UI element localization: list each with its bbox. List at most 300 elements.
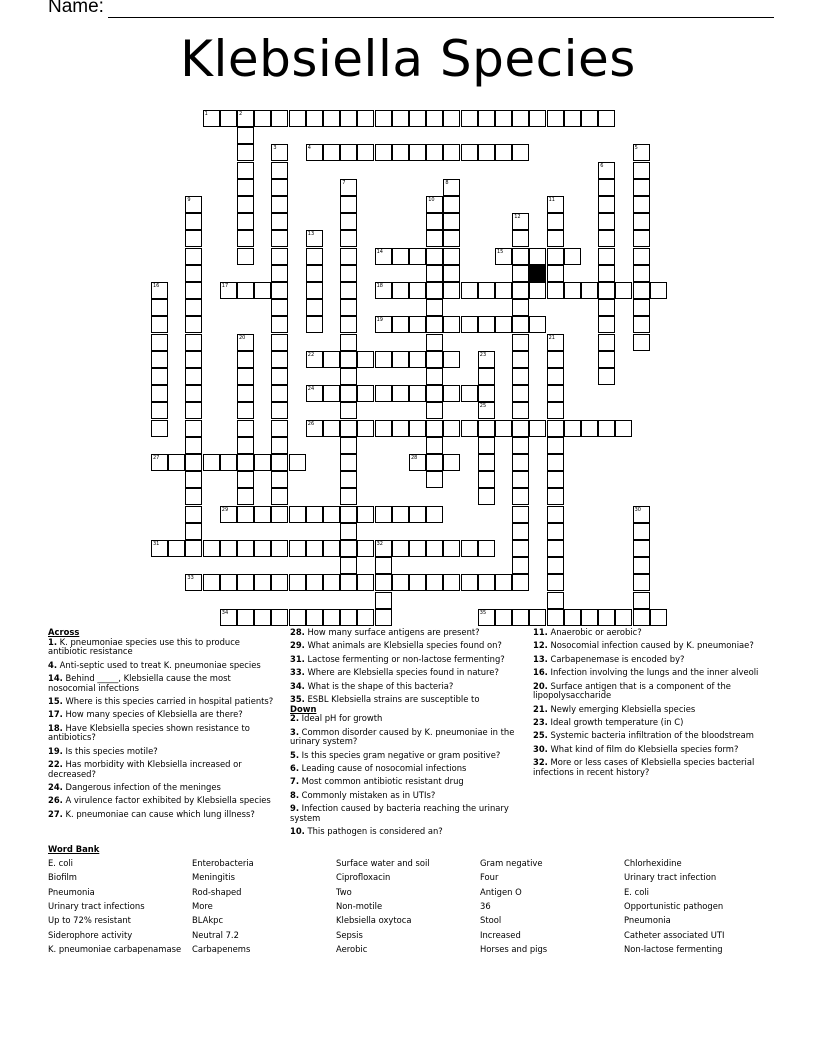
grid-cell[interactable]: [151, 299, 168, 316]
grid-cell[interactable]: [271, 437, 288, 454]
grid-cell[interactable]: [254, 454, 271, 471]
grid-cell[interactable]: [375, 282, 392, 299]
grid-cell[interactable]: [306, 265, 323, 282]
grid-cell[interactable]: [547, 351, 564, 368]
grid-cell[interactable]: [598, 351, 615, 368]
grid-cell[interactable]: [375, 144, 392, 161]
grid-cell[interactable]: [271, 420, 288, 437]
grid-cell[interactable]: [271, 144, 288, 161]
grid-cell[interactable]: [547, 213, 564, 230]
grid-cell[interactable]: [271, 471, 288, 488]
grid-cell[interactable]: [254, 609, 271, 626]
grid-cell[interactable]: [529, 248, 546, 265]
grid-cell[interactable]: [478, 609, 495, 626]
grid-cell[interactable]: [220, 609, 237, 626]
grid-cell[interactable]: [426, 316, 443, 333]
grid-cell[interactable]: [185, 488, 202, 505]
grid-cell[interactable]: [409, 248, 426, 265]
grid-cell[interactable]: [598, 248, 615, 265]
grid-cell[interactable]: [547, 574, 564, 591]
grid-cell[interactable]: [340, 213, 357, 230]
grid-cell[interactable]: [564, 248, 581, 265]
grid-cell[interactable]: [547, 385, 564, 402]
grid-cell[interactable]: [426, 471, 443, 488]
grid-cell[interactable]: [323, 351, 340, 368]
grid-cell[interactable]: [633, 179, 650, 196]
grid-cell[interactable]: [409, 385, 426, 402]
grid-cell[interactable]: [254, 540, 271, 557]
grid-cell[interactable]: [547, 402, 564, 419]
grid-cell[interactable]: [289, 540, 306, 557]
grid-cell[interactable]: [426, 402, 443, 419]
grid-cell[interactable]: [151, 316, 168, 333]
grid-cell[interactable]: [306, 110, 323, 127]
grid-cell[interactable]: [375, 506, 392, 523]
grid-cell[interactable]: [271, 402, 288, 419]
grid-cell[interactable]: [271, 213, 288, 230]
grid-cell[interactable]: [340, 557, 357, 574]
grid-cell[interactable]: [306, 230, 323, 247]
grid-cell[interactable]: [375, 385, 392, 402]
grid-cell[interactable]: [306, 299, 323, 316]
grid-cell[interactable]: [633, 299, 650, 316]
grid-cell[interactable]: [478, 574, 495, 591]
grid-cell[interactable]: [185, 196, 202, 213]
grid-cell[interactable]: [375, 574, 392, 591]
grid-cell[interactable]: [409, 420, 426, 437]
grid-cell[interactable]: [271, 265, 288, 282]
grid-cell[interactable]: [633, 265, 650, 282]
grid-cell[interactable]: [306, 385, 323, 402]
grid-cell[interactable]: [306, 574, 323, 591]
grid-cell[interactable]: [547, 368, 564, 385]
grid-cell[interactable]: [237, 248, 254, 265]
grid-cell[interactable]: [271, 316, 288, 333]
grid-cell[interactable]: [615, 609, 632, 626]
grid-cell[interactable]: [306, 420, 323, 437]
grid-cell[interactable]: [478, 144, 495, 161]
name-line[interactable]: [108, 0, 774, 18]
grid-cell[interactable]: [426, 213, 443, 230]
grid-cell[interactable]: [478, 402, 495, 419]
grid-cell[interactable]: [185, 368, 202, 385]
grid-cell[interactable]: [495, 248, 512, 265]
grid-cell[interactable]: [598, 316, 615, 333]
grid-cell[interactable]: [340, 420, 357, 437]
grid-cell[interactable]: [340, 506, 357, 523]
grid-cell[interactable]: [495, 110, 512, 127]
grid-cell[interactable]: [547, 248, 564, 265]
grid-cell[interactable]: [237, 454, 254, 471]
grid-cell[interactable]: [271, 574, 288, 591]
grid-cell[interactable]: [185, 402, 202, 419]
grid-cell[interactable]: [512, 351, 529, 368]
grid-cell[interactable]: [581, 282, 598, 299]
grid-cell[interactable]: [323, 506, 340, 523]
grid-cell[interactable]: [478, 385, 495, 402]
grid-cell[interactable]: [426, 110, 443, 127]
grid-cell[interactable]: [237, 230, 254, 247]
grid-cell[interactable]: [529, 609, 546, 626]
grid-cell[interactable]: [443, 540, 460, 557]
grid-cell[interactable]: [185, 420, 202, 437]
grid-cell[interactable]: [443, 420, 460, 437]
grid-cell[interactable]: [426, 230, 443, 247]
grid-cell[interactable]: [512, 540, 529, 557]
grid-cell[interactable]: [426, 506, 443, 523]
grid-cell[interactable]: [151, 334, 168, 351]
grid-cell[interactable]: [340, 540, 357, 557]
grid-cell[interactable]: [357, 506, 374, 523]
grid-cell[interactable]: [357, 144, 374, 161]
grid-cell[interactable]: [598, 230, 615, 247]
grid-cell[interactable]: [443, 282, 460, 299]
grid-cell[interactable]: [633, 523, 650, 540]
grid-cell[interactable]: [564, 282, 581, 299]
grid-cell[interactable]: [443, 385, 460, 402]
grid-cell[interactable]: [185, 437, 202, 454]
grid-cell[interactable]: [426, 385, 443, 402]
grid-cell[interactable]: [151, 385, 168, 402]
grid-cell[interactable]: [375, 248, 392, 265]
grid-cell[interactable]: [340, 351, 357, 368]
grid-cell[interactable]: [220, 540, 237, 557]
grid-cell[interactable]: [512, 230, 529, 247]
grid-cell[interactable]: [237, 488, 254, 505]
grid-cell[interactable]: [220, 110, 237, 127]
grid-cell[interactable]: [512, 282, 529, 299]
grid-cell[interactable]: [426, 574, 443, 591]
grid-cell[interactable]: [409, 282, 426, 299]
grid-cell[interactable]: [357, 351, 374, 368]
grid-cell[interactable]: [443, 351, 460, 368]
grid-cell[interactable]: [478, 420, 495, 437]
grid-cell[interactable]: [461, 385, 478, 402]
grid-cell[interactable]: [185, 506, 202, 523]
grid-cell[interactable]: [581, 420, 598, 437]
grid-cell[interactable]: [547, 454, 564, 471]
grid-cell[interactable]: [598, 265, 615, 282]
grid-cell[interactable]: [478, 454, 495, 471]
grid-cell[interactable]: [409, 144, 426, 161]
grid-cell[interactable]: [409, 506, 426, 523]
grid-cell[interactable]: [615, 282, 632, 299]
grid-cell[interactable]: [581, 609, 598, 626]
grid-cell[interactable]: [443, 144, 460, 161]
grid-cell[interactable]: [409, 454, 426, 471]
grid-cell[interactable]: [512, 574, 529, 591]
grid-cell[interactable]: [633, 592, 650, 609]
grid-cell[interactable]: [478, 316, 495, 333]
grid-cell[interactable]: [461, 282, 478, 299]
grid-cell[interactable]: [478, 351, 495, 368]
grid-cell[interactable]: [598, 368, 615, 385]
grid-cell[interactable]: [271, 110, 288, 127]
grid-cell[interactable]: [633, 248, 650, 265]
grid-cell[interactable]: [271, 299, 288, 316]
grid-cell[interactable]: [547, 196, 564, 213]
grid-cell[interactable]: [426, 144, 443, 161]
grid-cell[interactable]: [495, 316, 512, 333]
grid-cell[interactable]: [564, 609, 581, 626]
grid-cell[interactable]: [512, 488, 529, 505]
grid-cell[interactable]: [340, 471, 357, 488]
grid-cell[interactable]: [461, 144, 478, 161]
grid-cell[interactable]: [512, 385, 529, 402]
grid-cell[interactable]: [340, 265, 357, 282]
grid-cell[interactable]: [340, 523, 357, 540]
grid-cell[interactable]: [340, 282, 357, 299]
grid-cell[interactable]: [426, 248, 443, 265]
grid-cell[interactable]: [633, 144, 650, 161]
grid-cell[interactable]: [306, 351, 323, 368]
grid-cell[interactable]: [547, 609, 564, 626]
grid-cell[interactable]: [392, 420, 409, 437]
grid-cell[interactable]: [220, 574, 237, 591]
grid-cell[interactable]: [478, 368, 495, 385]
grid-cell[interactable]: [306, 144, 323, 161]
grid-cell[interactable]: [547, 437, 564, 454]
grid-cell[interactable]: [598, 162, 615, 179]
grid-cell[interactable]: [443, 196, 460, 213]
grid-cell[interactable]: [547, 471, 564, 488]
grid-cell[interactable]: [151, 282, 168, 299]
grid-cell[interactable]: [340, 609, 357, 626]
grid-cell[interactable]: [203, 110, 220, 127]
grid-cell[interactable]: [289, 110, 306, 127]
grid-cell[interactable]: [323, 609, 340, 626]
grid-cell[interactable]: [564, 110, 581, 127]
grid-cell[interactable]: [271, 454, 288, 471]
grid-cell[interactable]: [547, 282, 564, 299]
grid-cell[interactable]: [512, 523, 529, 540]
grid-cell[interactable]: [633, 540, 650, 557]
grid-cell[interactable]: [392, 248, 409, 265]
grid-cell[interactable]: [323, 574, 340, 591]
grid-cell[interactable]: [340, 454, 357, 471]
grid-cell[interactable]: [289, 506, 306, 523]
grid-cell[interactable]: [633, 196, 650, 213]
grid-cell[interactable]: [461, 540, 478, 557]
grid-cell[interactable]: [340, 144, 357, 161]
grid-cell[interactable]: [443, 179, 460, 196]
grid-cell[interactable]: [547, 523, 564, 540]
grid-cell[interactable]: [185, 248, 202, 265]
grid-cell[interactable]: [271, 506, 288, 523]
grid-cell[interactable]: [185, 213, 202, 230]
grid-cell[interactable]: [426, 299, 443, 316]
grid-cell[interactable]: [512, 299, 529, 316]
grid-cell[interactable]: [547, 540, 564, 557]
grid-cell[interactable]: [426, 334, 443, 351]
grid-cell[interactable]: [237, 196, 254, 213]
grid-cell[interactable]: [168, 454, 185, 471]
grid-cell[interactable]: [375, 592, 392, 609]
grid-cell[interactable]: [237, 282, 254, 299]
grid-cell[interactable]: [340, 334, 357, 351]
grid-cell[interactable]: [357, 110, 374, 127]
grid-cell[interactable]: [237, 540, 254, 557]
grid-cell[interactable]: [185, 334, 202, 351]
grid-cell[interactable]: [409, 574, 426, 591]
grid-cell[interactable]: [478, 282, 495, 299]
grid-cell[interactable]: [185, 471, 202, 488]
grid-cell[interactable]: [237, 574, 254, 591]
grid-cell[interactable]: [598, 609, 615, 626]
grid-cell[interactable]: [598, 334, 615, 351]
grid-cell[interactable]: [443, 230, 460, 247]
grid-cell[interactable]: [633, 230, 650, 247]
grid-cell[interactable]: [512, 316, 529, 333]
grid-cell[interactable]: [151, 402, 168, 419]
grid-cell[interactable]: [392, 540, 409, 557]
grid-cell[interactable]: [185, 454, 202, 471]
grid-cell[interactable]: [306, 282, 323, 299]
grid-cell[interactable]: [185, 299, 202, 316]
grid-cell[interactable]: [547, 420, 564, 437]
grid-cell[interactable]: [512, 506, 529, 523]
grid-cell[interactable]: [357, 540, 374, 557]
grid-cell[interactable]: [409, 351, 426, 368]
grid-cell[interactable]: [512, 557, 529, 574]
grid-cell[interactable]: [392, 385, 409, 402]
grid-cell[interactable]: [151, 454, 168, 471]
grid-cell[interactable]: [512, 402, 529, 419]
grid-cell[interactable]: [185, 523, 202, 540]
grid-cell[interactable]: [512, 420, 529, 437]
grid-cell[interactable]: [633, 506, 650, 523]
grid-cell[interactable]: [512, 368, 529, 385]
grid-cell[interactable]: [633, 334, 650, 351]
grid-cell[interactable]: [443, 265, 460, 282]
grid-cell[interactable]: [392, 282, 409, 299]
grid-cell[interactable]: [547, 557, 564, 574]
grid-cell[interactable]: [392, 506, 409, 523]
grid-cell[interactable]: [340, 574, 357, 591]
grid-cell[interactable]: [598, 196, 615, 213]
grid-cell[interactable]: [547, 230, 564, 247]
grid-cell[interactable]: [392, 316, 409, 333]
grid-cell[interactable]: [340, 488, 357, 505]
grid-cell[interactable]: [340, 230, 357, 247]
grid-cell[interactable]: [237, 471, 254, 488]
grid-cell[interactable]: [340, 385, 357, 402]
grid-cell[interactable]: [185, 574, 202, 591]
grid-cell[interactable]: [512, 144, 529, 161]
grid-cell[interactable]: [426, 351, 443, 368]
grid-cell[interactable]: [220, 454, 237, 471]
grid-cell[interactable]: [237, 144, 254, 161]
grid-cell[interactable]: [547, 334, 564, 351]
grid-cell[interactable]: [375, 420, 392, 437]
grid-cell[interactable]: [375, 557, 392, 574]
grid-cell[interactable]: [495, 144, 512, 161]
grid-cell[interactable]: [547, 110, 564, 127]
grid-cell[interactable]: [254, 110, 271, 127]
grid-cell[interactable]: [478, 540, 495, 557]
grid-cell[interactable]: [289, 609, 306, 626]
grid-cell[interactable]: [495, 282, 512, 299]
grid-cell[interactable]: [633, 609, 650, 626]
grid-cell[interactable]: [237, 213, 254, 230]
grid-cell[interactable]: [185, 230, 202, 247]
grid-cell[interactable]: [443, 454, 460, 471]
grid-cell[interactable]: [512, 609, 529, 626]
grid-cell[interactable]: [633, 162, 650, 179]
grid-cell[interactable]: [598, 179, 615, 196]
grid-cell[interactable]: [271, 488, 288, 505]
grid-cell[interactable]: [564, 420, 581, 437]
grid-cell[interactable]: [357, 609, 374, 626]
grid-cell[interactable]: [289, 574, 306, 591]
grid-cell[interactable]: [357, 420, 374, 437]
grid-cell[interactable]: [271, 540, 288, 557]
grid-cell[interactable]: [512, 334, 529, 351]
grid-cell[interactable]: [375, 540, 392, 557]
grid-cell[interactable]: [185, 282, 202, 299]
grid-cell[interactable]: [237, 127, 254, 144]
grid-cell[interactable]: [495, 574, 512, 591]
grid-cell[interactable]: [409, 316, 426, 333]
grid-cell[interactable]: [306, 506, 323, 523]
grid-cell[interactable]: [375, 110, 392, 127]
grid-cell[interactable]: [512, 437, 529, 454]
grid-cell[interactable]: [237, 334, 254, 351]
grid-cell[interactable]: [185, 316, 202, 333]
grid-cell[interactable]: [426, 540, 443, 557]
grid-cell[interactable]: [340, 179, 357, 196]
grid-cell[interactable]: [598, 110, 615, 127]
grid-cell[interactable]: [615, 420, 632, 437]
grid-cell[interactable]: [461, 110, 478, 127]
grid-cell[interactable]: [357, 385, 374, 402]
grid-cell[interactable]: [426, 265, 443, 282]
grid-cell[interactable]: [237, 368, 254, 385]
grid-cell[interactable]: [271, 196, 288, 213]
grid-cell[interactable]: [426, 454, 443, 471]
grid-cell[interactable]: [598, 420, 615, 437]
grid-cell[interactable]: [151, 540, 168, 557]
grid-cell[interactable]: [375, 351, 392, 368]
grid-cell[interactable]: [633, 316, 650, 333]
grid-cell[interactable]: [151, 368, 168, 385]
grid-cell[interactable]: [203, 574, 220, 591]
grid-cell[interactable]: [547, 265, 564, 282]
grid-cell[interactable]: [495, 609, 512, 626]
grid-cell[interactable]: [392, 351, 409, 368]
grid-cell[interactable]: [306, 609, 323, 626]
grid-cell[interactable]: [237, 179, 254, 196]
grid-cell[interactable]: [237, 402, 254, 419]
grid-cell[interactable]: [271, 230, 288, 247]
grid-cell[interactable]: [392, 110, 409, 127]
grid-cell[interactable]: [598, 282, 615, 299]
grid-cell[interactable]: [323, 144, 340, 161]
grid-cell[interactable]: [271, 162, 288, 179]
grid-cell[interactable]: [237, 385, 254, 402]
grid-cell[interactable]: [203, 454, 220, 471]
grid-cell[interactable]: [220, 282, 237, 299]
grid-cell[interactable]: [650, 282, 667, 299]
grid-cell[interactable]: [357, 574, 374, 591]
grid-cell[interactable]: [254, 282, 271, 299]
grid-cell[interactable]: [650, 609, 667, 626]
grid-cell[interactable]: [478, 471, 495, 488]
grid-cell[interactable]: [426, 282, 443, 299]
grid-cell[interactable]: [271, 351, 288, 368]
grid-cell[interactable]: [237, 110, 254, 127]
grid-cell[interactable]: [598, 213, 615, 230]
